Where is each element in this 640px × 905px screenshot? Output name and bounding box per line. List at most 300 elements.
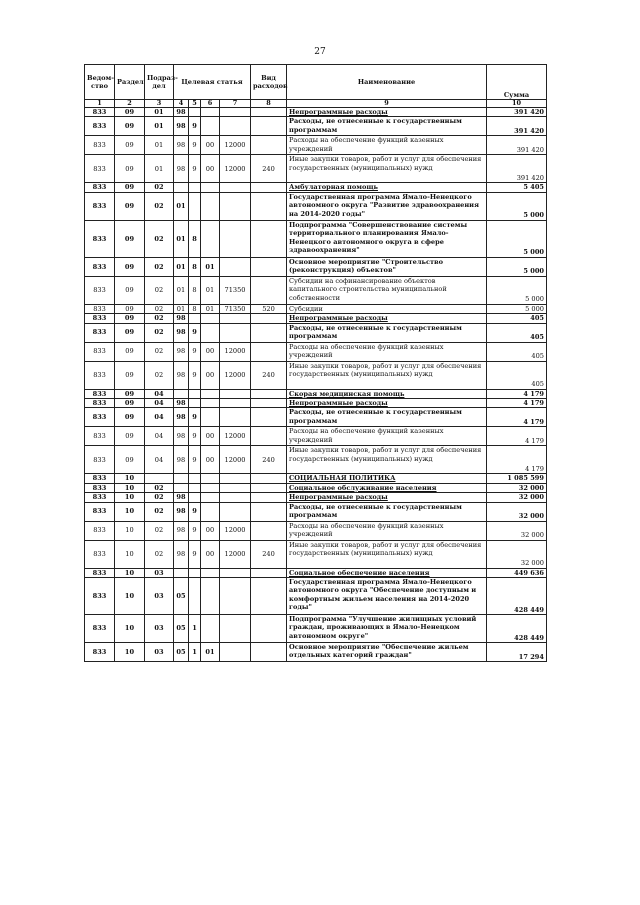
code-event [201, 483, 220, 492]
row-name: Непрограммные расходы [287, 108, 487, 117]
code-direction: 71350 [220, 276, 251, 304]
row-sum: 32 000 [487, 521, 547, 540]
code-vid-rashodov [251, 389, 287, 398]
code-vid-rashodov [251, 183, 287, 192]
code-direction [220, 502, 251, 521]
code-razdel: 10 [115, 483, 145, 492]
code-vid-rashodov [251, 399, 287, 408]
table-row [85, 446, 547, 474]
row-sum: 391 420 [487, 136, 547, 155]
code-program: 01 [174, 276, 189, 304]
table-row [85, 474, 547, 483]
index-cell: 1 [85, 100, 115, 108]
row-sum: 4 179 [487, 408, 547, 427]
code-podrazdel: 02 [145, 257, 174, 276]
code-podrazdel: 03 [145, 568, 174, 577]
code-direction [220, 117, 251, 136]
row-sum: 32 000 [487, 502, 547, 521]
table-row [85, 521, 547, 540]
row-name: Непрограммные расходы [287, 314, 487, 323]
code-event [201, 399, 220, 408]
code-program: 98 [174, 155, 189, 183]
table-row [85, 502, 547, 521]
table-row [85, 408, 547, 427]
code-podrazdel: 02 [145, 323, 174, 342]
code-subprogram: 9 [189, 323, 201, 342]
row-name: Субсидии [287, 304, 487, 313]
code-program: 98 [174, 323, 189, 342]
header-celevaya-statya: Целевая статья [174, 65, 251, 100]
code-direction: 12000 [220, 446, 251, 474]
row-name: Расходы на обеспечение функций казенных учреждений [287, 427, 487, 446]
row-name: Непрограммные расходы [287, 493, 487, 502]
code-razdel: 10 [115, 474, 145, 483]
code-vedomstvo: 833 [85, 361, 115, 389]
index-cell: 10 [487, 100, 547, 108]
code-razdel: 09 [115, 183, 145, 192]
header-podrazdel: Подраз-дел [145, 65, 174, 100]
table-row [85, 493, 547, 502]
row-name: Расходы на обеспечение функций казенных учреждений [287, 342, 487, 361]
index-cell: 5 [189, 100, 201, 108]
code-subprogram: 9 [189, 342, 201, 361]
code-program: 98 [174, 361, 189, 389]
row-name: Государственная программа Ямало-Ненецкого автономного округа "Обеспечение доступным и комфортным жильем населения на 2014-2020 годы" [287, 578, 487, 615]
code-event [201, 578, 220, 615]
code-razdel: 09 [115, 276, 145, 304]
code-event [201, 408, 220, 427]
row-name: Иные закупки товаров, работ и услуг для обеспечения государственных (муниципальных) нужд [287, 361, 487, 389]
code-direction: 12000 [220, 540, 251, 568]
index-cell: 8 [251, 100, 287, 108]
index-cell: 3 [145, 100, 174, 108]
code-razdel: 09 [115, 117, 145, 136]
code-razdel: 09 [115, 323, 145, 342]
code-vedomstvo: 833 [85, 446, 115, 474]
code-direction [220, 399, 251, 408]
code-vid-rashodov [251, 323, 287, 342]
code-vid-rashodov [251, 568, 287, 577]
code-event: 01 [201, 276, 220, 304]
code-razdel: 10 [115, 521, 145, 540]
row-name: Иные закупки товаров, работ и услуг для обеспечения государственных (муниципальных) нужд [287, 540, 487, 568]
code-event: 01 [201, 257, 220, 276]
code-vid-rashodov [251, 578, 287, 615]
code-subprogram: 1 [189, 643, 201, 662]
code-vedomstvo: 833 [85, 389, 115, 398]
row-name: Основное мероприятие "Строительство (реконструкция) объектов" [287, 257, 487, 276]
code-podrazdel: 04 [145, 408, 174, 427]
code-subprogram [189, 314, 201, 323]
code-direction [220, 615, 251, 643]
code-event: 00 [201, 521, 220, 540]
table-row [85, 257, 547, 276]
table-row [85, 220, 547, 257]
code-razdel: 10 [115, 568, 145, 577]
code-subprogram: 9 [189, 117, 201, 136]
code-program: 98 [174, 446, 189, 474]
code-program [174, 568, 189, 577]
code-event: 00 [201, 155, 220, 183]
code-subprogram [189, 474, 201, 483]
code-event [201, 502, 220, 521]
code-vedomstvo: 833 [85, 427, 115, 446]
code-direction [220, 483, 251, 492]
row-name: Непрограммные расходы [287, 399, 487, 408]
code-vid-rashodov [251, 521, 287, 540]
header-summa: Сумма [487, 65, 547, 100]
code-vedomstvo: 833 [85, 493, 115, 502]
code-razdel: 10 [115, 578, 145, 615]
code-vid-rashodov [251, 483, 287, 492]
code-event [201, 323, 220, 342]
code-podrazdel: 04 [145, 427, 174, 446]
code-program: 98 [174, 427, 189, 446]
row-sum: 4 179 [487, 389, 547, 398]
code-vid-rashodov: 240 [251, 446, 287, 474]
code-vid-rashodov [251, 493, 287, 502]
row-sum: 405 [487, 342, 547, 361]
table-row [85, 314, 547, 323]
index-cell: 7 [220, 100, 251, 108]
code-vedomstvo: 833 [85, 615, 115, 643]
table-row [85, 192, 547, 220]
code-vedomstvo: 833 [85, 257, 115, 276]
code-razdel: 10 [115, 493, 145, 502]
code-vid-rashodov [251, 314, 287, 323]
table-row [85, 342, 547, 361]
code-podrazdel: 02 [145, 276, 174, 304]
table-row [85, 361, 547, 389]
code-event: 01 [201, 643, 220, 662]
code-subprogram [189, 399, 201, 408]
code-razdel: 10 [115, 643, 145, 662]
code-event [201, 389, 220, 398]
code-vedomstvo: 833 [85, 568, 115, 577]
code-vedomstvo: 833 [85, 117, 115, 136]
table-row [85, 183, 547, 192]
code-podrazdel: 02 [145, 314, 174, 323]
code-razdel: 09 [115, 257, 145, 276]
code-vedomstvo: 833 [85, 155, 115, 183]
row-name: Подпрограмма "Совершенствование системы территориального планирования Ямало-Ненецкого автономного округа в сфере здравоохранения" [287, 220, 487, 257]
table-row [85, 304, 547, 313]
code-vedomstvo: 833 [85, 136, 115, 155]
row-sum: 449 636 [487, 568, 547, 577]
code-vedomstvo: 833 [85, 643, 115, 662]
code-vedomstvo: 833 [85, 276, 115, 304]
row-sum: 5 000 [487, 192, 547, 220]
code-direction [220, 192, 251, 220]
code-subprogram: 9 [189, 361, 201, 389]
code-subprogram: 8 [189, 257, 201, 276]
code-razdel: 10 [115, 540, 145, 568]
row-sum: 4 179 [487, 399, 547, 408]
row-name: Расходы, не отнесенные к государственным программам [287, 502, 487, 521]
code-subprogram [189, 108, 201, 117]
table-row [85, 117, 547, 136]
code-direction [220, 108, 251, 117]
code-direction [220, 314, 251, 323]
row-name: Расходы, не отнесенные к государственным программам [287, 117, 487, 136]
code-vid-rashodov [251, 276, 287, 304]
code-podrazdel: 04 [145, 446, 174, 474]
row-sum: 391 420 [487, 117, 547, 136]
code-program: 98 [174, 314, 189, 323]
code-razdel: 09 [115, 427, 145, 446]
table-row [85, 323, 547, 342]
row-sum: 5 000 [487, 220, 547, 257]
code-podrazdel: 02 [145, 342, 174, 361]
code-podrazdel: 03 [145, 643, 174, 662]
code-program: 01 [174, 304, 189, 313]
code-razdel: 09 [115, 220, 145, 257]
code-subprogram: 8 [189, 276, 201, 304]
code-program: 98 [174, 342, 189, 361]
code-vid-rashodov [251, 220, 287, 257]
code-direction: 12000 [220, 136, 251, 155]
row-name: Иные закупки товаров, работ и услуг для обеспечения государственных (муниципальных) нужд [287, 155, 487, 183]
row-sum: 32 000 [487, 493, 547, 502]
code-razdel: 09 [115, 192, 145, 220]
row-sum: 405 [487, 323, 547, 342]
code-subprogram [189, 568, 201, 577]
code-podrazdel [145, 474, 174, 483]
row-sum: 428 449 [487, 578, 547, 615]
row-name: Скорая медицинская помощь [287, 389, 487, 398]
table-row [85, 427, 547, 446]
code-vid-rashodov [251, 136, 287, 155]
row-sum: 5 000 [487, 304, 547, 313]
code-program: 01 [174, 257, 189, 276]
code-vedomstvo: 833 [85, 192, 115, 220]
code-program: 98 [174, 540, 189, 568]
code-razdel: 09 [115, 304, 145, 313]
code-program: 98 [174, 521, 189, 540]
row-name: Субсидии на софинансирование объектов капитального строительства муниципальной собственности [287, 276, 487, 304]
code-direction: 12000 [220, 155, 251, 183]
code-event: 00 [201, 540, 220, 568]
row-sum: 5 405 [487, 183, 547, 192]
code-podrazdel: 02 [145, 183, 174, 192]
code-vedomstvo: 833 [85, 502, 115, 521]
code-program [174, 389, 189, 398]
code-razdel: 09 [115, 136, 145, 155]
code-direction [220, 493, 251, 502]
code-subprogram: 8 [189, 220, 201, 257]
row-sum: 405 [487, 361, 547, 389]
code-subprogram: 9 [189, 540, 201, 568]
code-subprogram: 9 [189, 502, 201, 521]
header-vedomstvo: Ведом-ство [85, 65, 115, 100]
header-vid-rashodov: Вид расходов [251, 65, 287, 100]
code-event: 00 [201, 342, 220, 361]
row-sum: 391 420 [487, 155, 547, 183]
code-subprogram: 8 [189, 304, 201, 313]
code-subprogram: 9 [189, 427, 201, 446]
code-vedomstvo: 833 [85, 314, 115, 323]
code-vid-rashodov: 240 [251, 361, 287, 389]
table-row [85, 108, 547, 117]
code-direction: 12000 [220, 521, 251, 540]
row-name: Иные закупки товаров, работ и услуг для обеспечения государственных (муниципальных) нужд [287, 446, 487, 474]
code-event: 00 [201, 136, 220, 155]
code-event [201, 220, 220, 257]
table-row [85, 155, 547, 183]
code-podrazdel: 02 [145, 502, 174, 521]
code-direction [220, 643, 251, 662]
code-direction [220, 578, 251, 615]
code-program [174, 474, 189, 483]
code-event [201, 117, 220, 136]
code-program: 05 [174, 615, 189, 643]
code-vid-rashodov: 240 [251, 540, 287, 568]
code-podrazdel: 03 [145, 615, 174, 643]
code-vid-rashodov [251, 408, 287, 427]
code-vid-rashodov [251, 427, 287, 446]
code-podrazdel: 03 [145, 578, 174, 615]
row-name: Социальное обслуживание населения [287, 483, 487, 492]
header-razdel: Раздел [115, 65, 145, 100]
code-program: 98 [174, 408, 189, 427]
code-direction: 12000 [220, 427, 251, 446]
code-podrazdel: 04 [145, 389, 174, 398]
code-vid-rashodov [251, 117, 287, 136]
code-subprogram: 9 [189, 408, 201, 427]
code-vedomstvo: 833 [85, 304, 115, 313]
row-sum: 4 179 [487, 427, 547, 446]
code-subprogram: 9 [189, 136, 201, 155]
code-event [201, 314, 220, 323]
code-direction [220, 220, 251, 257]
code-vedomstvo: 833 [85, 483, 115, 492]
code-vid-rashodov [251, 502, 287, 521]
code-direction [220, 474, 251, 483]
row-sum: 17 294 [487, 643, 547, 662]
code-program: 98 [174, 502, 189, 521]
code-direction: 12000 [220, 361, 251, 389]
code-event [201, 183, 220, 192]
code-vid-rashodov [251, 474, 287, 483]
table-row [85, 540, 547, 568]
code-podrazdel: 02 [145, 304, 174, 313]
code-direction [220, 389, 251, 398]
row-name: Подпрограмма "Улучшение жилищных условий граждан, проживающих в Ямало-Ненецком автономном округе" [287, 615, 487, 643]
code-program: 01 [174, 220, 189, 257]
row-sum: 32 000 [487, 540, 547, 568]
code-event [201, 568, 220, 577]
code-direction [220, 408, 251, 427]
code-vedomstvo: 833 [85, 408, 115, 427]
code-razdel: 09 [115, 155, 145, 183]
code-subprogram [189, 578, 201, 615]
code-razdel: 09 [115, 408, 145, 427]
code-vedomstvo: 833 [85, 474, 115, 483]
code-subprogram: 9 [189, 446, 201, 474]
code-subprogram [189, 389, 201, 398]
row-name: Расходы на обеспечение функций казенных учреждений [287, 521, 487, 540]
code-vid-rashodov: 520 [251, 304, 287, 313]
code-vedomstvo: 833 [85, 183, 115, 192]
code-razdel: 09 [115, 399, 145, 408]
code-direction [220, 323, 251, 342]
code-direction: 12000 [220, 342, 251, 361]
code-razdel: 10 [115, 615, 145, 643]
table-row [85, 276, 547, 304]
code-direction [220, 183, 251, 192]
code-podrazdel: 02 [145, 540, 174, 568]
row-sum: 4 179 [487, 446, 547, 474]
code-program: 98 [174, 493, 189, 502]
code-vedomstvo: 833 [85, 220, 115, 257]
code-vid-rashodov [251, 643, 287, 662]
budget-table [84, 64, 547, 662]
code-program [174, 483, 189, 492]
code-program: 05 [174, 643, 189, 662]
header-naimenovanie: Наименование [287, 65, 487, 100]
code-direction: 71350 [220, 304, 251, 313]
index-cell: 6 [201, 100, 220, 108]
code-direction [220, 568, 251, 577]
code-vedomstvo: 833 [85, 108, 115, 117]
code-subprogram [189, 493, 201, 502]
row-name: Расходы, не отнесенные к государственным программам [287, 408, 487, 427]
row-name: Социальное обеспечение населения [287, 568, 487, 577]
code-event [201, 493, 220, 502]
table-header [85, 65, 547, 108]
code-razdel: 09 [115, 314, 145, 323]
row-sum: 5 000 [487, 257, 547, 276]
row-sum: 5 000 [487, 276, 547, 304]
code-podrazdel: 02 [145, 192, 174, 220]
code-event [201, 192, 220, 220]
code-vid-rashodov [251, 192, 287, 220]
code-event: 00 [201, 427, 220, 446]
code-direction [220, 257, 251, 276]
code-podrazdel: 01 [145, 108, 174, 117]
code-vedomstvo: 833 [85, 323, 115, 342]
table-row [85, 615, 547, 643]
code-program: 98 [174, 399, 189, 408]
index-cell: 2 [115, 100, 145, 108]
code-podrazdel: 02 [145, 493, 174, 502]
code-subprogram [189, 183, 201, 192]
code-event: 01 [201, 304, 220, 313]
code-subprogram [189, 483, 201, 492]
code-subprogram: 1 [189, 615, 201, 643]
code-event: 00 [201, 446, 220, 474]
code-razdel: 09 [115, 361, 145, 389]
row-name: Амбулаторная помощь [287, 183, 487, 192]
code-vid-rashodov [251, 257, 287, 276]
table-row [85, 643, 547, 662]
table-row [85, 136, 547, 155]
code-subprogram: 9 [189, 521, 201, 540]
code-vedomstvo: 833 [85, 521, 115, 540]
code-razdel: 09 [115, 108, 145, 117]
row-name: Расходы, не отнесенные к государственным программам [287, 323, 487, 342]
code-vid-rashodov [251, 108, 287, 117]
code-podrazdel: 04 [145, 399, 174, 408]
code-podrazdel: 02 [145, 361, 174, 389]
code-vedomstvo: 833 [85, 540, 115, 568]
row-name: Расходы на обеспечение функций казенных учреждений [287, 136, 487, 155]
row-sum: 391 420 [487, 108, 547, 117]
code-podrazdel: 02 [145, 483, 174, 492]
code-event [201, 474, 220, 483]
code-podrazdel: 02 [145, 220, 174, 257]
code-program [174, 183, 189, 192]
